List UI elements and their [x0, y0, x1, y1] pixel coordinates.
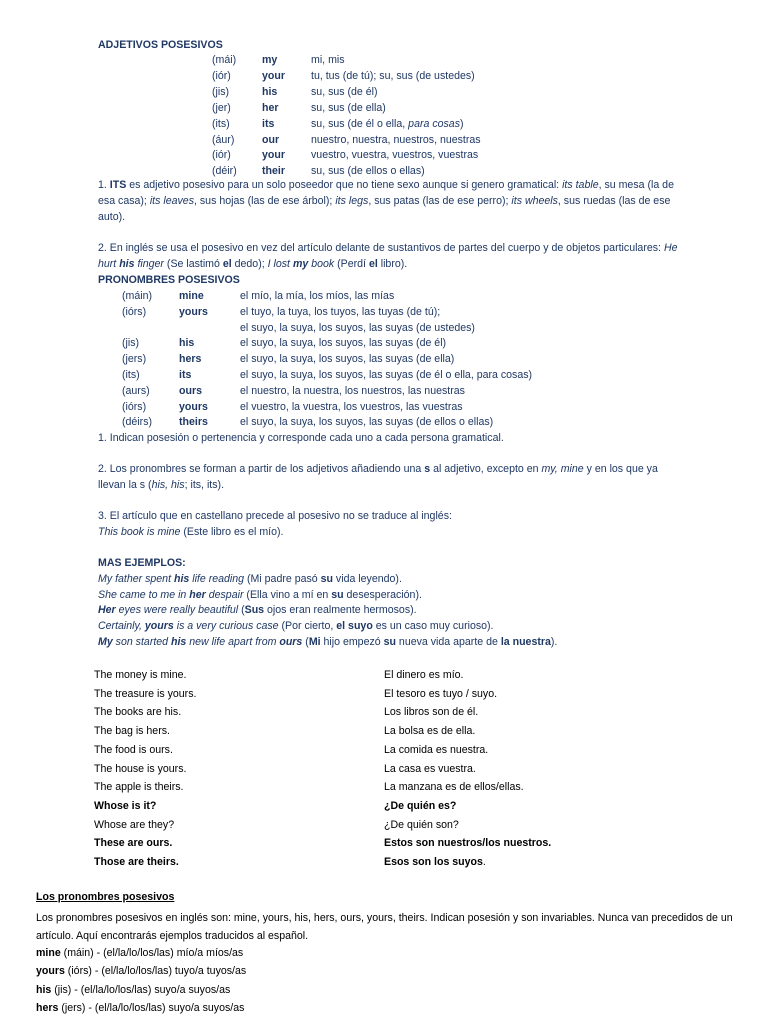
adjective-pronunciation: (áur) [212, 133, 235, 146]
pair-spanish [384, 762, 476, 776]
example-line: My son started his new life apart from ours (Mi hijo empezó su nueva vida aparte de la nuestra). [98, 636, 558, 648]
pair-spanish-text: El tesoro es tuyo / suyo. [384, 687, 498, 700]
adjective-meaning-text: mi, mis [311, 54, 345, 66]
adjective-meaning-italic: para cosas [408, 117, 460, 130]
pronoun-meaning: el suyo, la suya, los suyos, las suyas (de ustedes) [240, 321, 475, 334]
pronoun-pronunciation: (jis) [122, 337, 140, 350]
adjective-pronunciation: (its) [212, 117, 230, 130]
adjectives-title: ADJETIVOS POSESIVOS [98, 39, 223, 51]
section-list-rest: (jis) - (el/la/lo/los/las) suyo/a suyos/as [51, 983, 231, 996]
pair-spanish-text: Los libros son de él. [384, 706, 479, 719]
pair-spanish [384, 743, 488, 757]
adjective-meaning-text: su, sus (de él o ella, [311, 117, 409, 130]
adjective-pronunciation: (jer) [212, 101, 231, 114]
pronoun-pronunciation: (iórs) [122, 305, 147, 318]
adjective-pronunciation: (iór) [212, 149, 231, 162]
adjective-word: my [262, 54, 278, 66]
adjective-meaning-text: su, sus (de él) [311, 85, 378, 98]
pair-spanish-text: Estos son nuestros/los nuestros. [384, 837, 552, 850]
pronoun-word: yours [179, 400, 208, 413]
pronoun-word: its [179, 369, 192, 381]
pronouns-note-3: 3. El artículo que en castellano precede al posesivo no se traduce al inglés: [98, 510, 452, 522]
pronoun-word: ours [179, 384, 202, 397]
pronoun-meaning: el suyo, la suya, los suyos, las suyas (de ella) [240, 353, 455, 366]
adjective-meaning-text: tu, tus (de tú); su, sus (de ustedes) [311, 69, 475, 82]
pair-english: The bag is hers. [94, 725, 170, 738]
pair-spanish-text: La comida es nuestra. [384, 743, 489, 756]
pronoun-meaning: el tuyo, la tuya, los tuyos, las tuyas (de tú); [240, 305, 441, 318]
pair-spanish-text: ¿De quién es? [384, 799, 457, 812]
pair-english: The food is ours. [94, 743, 173, 756]
section-list-rest: (jers) - (el/la/lo/los/las) suyo/a suyos/as [58, 1001, 245, 1014]
pair-spanish [384, 836, 551, 850]
section-list-word: mine [36, 947, 61, 959]
pair-english: The treasure is yours. [94, 687, 197, 700]
pair-spanish [384, 799, 456, 813]
adjectives-note-1: 1. ITS es adjetivo posesivo para un solo poseedor que no tiene sexo aunque si genero gramatical: its table, su mesa (la de esa casa); its leaves, sus hojas (las de ese árbol); its legs, sus patas (las de ese perro); its wheels, sus ruedas (las de ese auto). [98, 179, 674, 223]
section-list-item [36, 946, 243, 960]
adjective-word: her [262, 101, 279, 114]
section-list-word: hers [36, 1001, 59, 1014]
adjective-meaning-text: su, sus (de ella) [311, 101, 386, 114]
pair-spanish-text: Esos son los suyos [384, 856, 483, 868]
adjective-meaning [311, 85, 378, 99]
example-line: Certainly, yours is a very curious case (Por cierto, el suyo es un caso muy curioso). [98, 620, 494, 632]
adjective-meaning [311, 101, 386, 115]
adjective-meaning [311, 133, 481, 147]
adjective-meaning-text: su, sus (de ellos o ellas) [311, 165, 425, 178]
pronoun-word: mine [179, 290, 204, 302]
example-line: She came to me in her despair (Ella vino a mí en su desesperación). [98, 589, 422, 601]
adjective-word: his [262, 85, 278, 98]
pronoun-pronunciation: (máin) [122, 290, 153, 302]
pronoun-meaning: el nuestro, la nuestra, los nuestros, las nuestras [240, 384, 465, 397]
pronouns-note-1: 1. Indican posesión o pertenencia y corresponde cada uno a cada persona gramatical. [98, 432, 504, 444]
pair-english: The books are his. [94, 706, 182, 719]
adjective-meaning [311, 148, 478, 162]
pronoun-meaning: el vuestro, la vuestra, los vuestros, las vuestras [240, 400, 463, 413]
pronoun-word: hers [179, 353, 202, 366]
section-list-rest: (máin) - (el/la/lo/los/las) mío/a míos/as [60, 947, 244, 959]
section-list-rest: (iórs) - (el/la/lo/los/las) tuyo/a tuyos/as [64, 965, 247, 978]
adjective-meaning [311, 53, 345, 67]
pair-spanish [384, 687, 497, 701]
section-list-item [36, 964, 246, 978]
pair-spanish-text: El dinero es mío. [384, 669, 464, 681]
adjectives-note-2: 2. En inglés se usa el posesivo en vez del artículo delante de sustantivos de partes del cuerpo y de objetos particulares: He hurt his finger (Se lastimó el dedo); I lost my book (Perdí el libro). [98, 242, 678, 270]
adjective-meaning [311, 117, 464, 131]
pair-english: The money is mine. [94, 669, 187, 681]
pair-english: The house is yours. [94, 762, 187, 775]
section-list-item [36, 1001, 244, 1015]
pair-spanish [384, 780, 524, 794]
adjective-meaning-text: nuestro, nuestra, nuestros, nuestras [311, 133, 481, 146]
adjective-pronunciation: (jis) [212, 85, 230, 98]
pair-english: Whose are they? [94, 818, 175, 831]
adjective-meaning [311, 164, 425, 178]
pair-spanish [384, 724, 475, 738]
pair-spanish [384, 705, 478, 719]
example-line: Her eyes were really beautiful (Sus ojos eran realmente hermosos). [98, 604, 417, 616]
adjective-word: their [262, 165, 285, 178]
pronoun-pronunciation: (déirs) [122, 416, 153, 429]
examples-title: MAS EJEMPLOS: [98, 557, 186, 569]
pronouns-note-2: 2. Los pronombres se forman a partir de los adjetivos añadiendo una s al adjetivo, excepto en my, mine y en los que ya llevan la s (his, his; its, its). [98, 463, 658, 491]
adjective-meaning [311, 69, 475, 83]
pair-spanish-tail: . [482, 856, 486, 868]
pronoun-meaning: el suyo, la suya, los suyos, las suyas (de él) [240, 337, 447, 350]
pair-spanish [384, 818, 459, 832]
section-list-word: his [36, 983, 52, 996]
pair-english: Whose is it? [94, 799, 157, 812]
pronoun-pronunciation: (jers) [122, 353, 147, 366]
section-paragraph: Los pronombres posesivos en inglés son: mine, yours, his, hers, ours, yours, theirs. Indican posesión y son invariables. Nunca van precedidos de un artículo. Aquí encontrarás ejemplos traducidos al español. [36, 912, 733, 942]
pair-spanish-text: La casa es vuestra. [384, 762, 476, 775]
adjective-pronunciation: (mái) [212, 54, 237, 66]
adjective-word: our [262, 133, 280, 146]
pair-spanish-text: ¿De quién son? [384, 818, 459, 831]
example-line: My father spent his life reading (Mi padre pasó su vida leyendo). [98, 573, 402, 585]
section-list-item [36, 983, 230, 997]
pronoun-meaning: el suyo, la suya, los suyos, las suyas (de él o ella, para cosas) [240, 369, 533, 381]
adjective-word: your [262, 149, 285, 162]
pronouns-note-3-example: This book is mine (Este libro es el mío). [98, 526, 284, 538]
adjective-meaning-end: ) [460, 117, 464, 130]
pronoun-word: yours [179, 305, 208, 318]
adjective-word: your [262, 69, 285, 82]
pair-english: These are ours. [94, 837, 173, 850]
pair-spanish-text: La bolsa es de ella. [384, 725, 476, 738]
pronoun-pronunciation: (iórs) [122, 400, 147, 413]
pair-english: Those are theirs. [94, 856, 179, 868]
pronoun-pronunciation: (its) [122, 369, 140, 381]
pair-spanish [384, 668, 464, 682]
section-title: Los pronombres posesivos [36, 891, 175, 903]
pair-english: The apple is theirs. [94, 781, 184, 794]
adjective-meaning-text: vuestro, vuestra, vuestros, vuestras [311, 149, 479, 162]
pronoun-meaning: el suyo, la suya, los suyos, las suyas (de ellos o ellas) [240, 416, 494, 429]
section-list-word: yours [36, 965, 65, 978]
pronoun-meaning: el mío, la mía, los míos, las mías [240, 290, 395, 302]
adjective-pronunciation: (iór) [212, 69, 231, 82]
adjective-word: its [262, 117, 275, 130]
pronoun-word: theirs [179, 416, 208, 429]
adjective-pronunciation: (déir) [212, 165, 237, 178]
pronouns-title: PRONOMBRES POSESIVOS [98, 274, 240, 286]
pronoun-pronunciation: (aurs) [122, 384, 150, 397]
pair-spanish-text: La manzana es de ellos/ellas. [384, 781, 524, 794]
pair-spanish [384, 855, 486, 869]
pronoun-word: his [179, 337, 195, 350]
